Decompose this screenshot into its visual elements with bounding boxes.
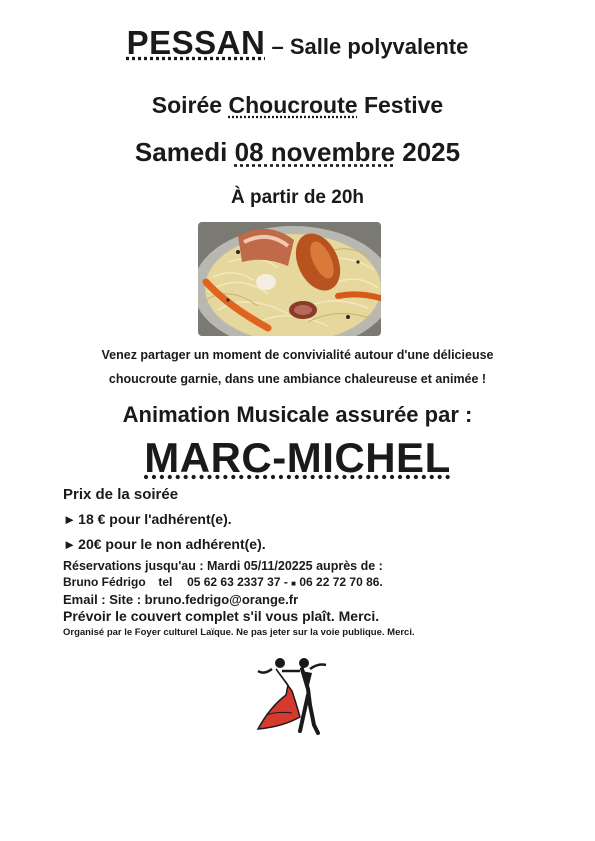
town-name: PESSAN bbox=[126, 24, 266, 61]
contact-name: Bruno Fédrigo bbox=[63, 575, 146, 589]
dancing-couple-icon bbox=[252, 655, 336, 735]
header-title bbox=[0, 24, 595, 62]
tel-label: tel bbox=[158, 575, 173, 589]
reservation-deadline: Mardi 05/11/20225 auprès de : bbox=[207, 559, 383, 573]
event-year: 2025 bbox=[402, 137, 461, 167]
event-name-highlight: Choucroute bbox=[228, 92, 358, 118]
reservation-label: Réservations jusqu'au : bbox=[63, 559, 204, 573]
description-line-1: Venez partager un moment de convivialité autour d'une délicieuse bbox=[101, 348, 494, 362]
music-label: Animation Musicale assurée par : bbox=[122, 402, 473, 427]
email-line bbox=[63, 592, 298, 607]
price-member bbox=[63, 511, 232, 527]
arrow-right-icon: ► bbox=[63, 537, 77, 552]
organizer-line: Organisé par le Foyer culturel Laïque. Ne pas jeter sur la voie publique. Merci. bbox=[63, 627, 415, 638]
choucroute-photo bbox=[198, 222, 381, 336]
event-date bbox=[0, 137, 595, 168]
note-line: Prévoir le couvert complet s'il vous plaît. Merci. bbox=[63, 608, 380, 624]
description bbox=[0, 343, 595, 391]
event-date-highlight: 08 novembre bbox=[234, 137, 396, 167]
event-name-prefix: Soirée bbox=[151, 92, 223, 118]
artist-name: MARC-MICHEL bbox=[144, 434, 451, 481]
header-dash: – bbox=[271, 34, 284, 59]
price-title: Prix de la soirée bbox=[63, 486, 179, 503]
arrow-right-icon: ► bbox=[63, 512, 77, 527]
phone-1: 05 62 63 2337 37 - bbox=[187, 575, 288, 589]
email-label: Email : Site : bbox=[63, 592, 142, 607]
price-non-member bbox=[63, 536, 266, 552]
price-member-text: 18 € pour l'adhérent(e). bbox=[78, 511, 232, 527]
event-name-suffix: Festive bbox=[363, 92, 444, 118]
contact-line bbox=[63, 575, 383, 589]
price-non-member-text: 20€ pour le non adhérent(e). bbox=[78, 536, 266, 552]
email-address: bruno.fedrigo@orange.fr bbox=[144, 592, 299, 607]
phone-2: 06 22 72 70 86. bbox=[299, 575, 383, 589]
event-day: Samedi bbox=[134, 137, 228, 167]
description-line-2: choucroute garnie, dans une ambiance chaleureuse et animée ! bbox=[108, 372, 487, 386]
venue-name: Salle polyvalente bbox=[289, 34, 469, 59]
event-name bbox=[0, 92, 595, 119]
phone-icon: ■ bbox=[291, 579, 297, 588]
event-time: À partir de 20h bbox=[230, 187, 365, 208]
reservation-line bbox=[63, 559, 383, 573]
